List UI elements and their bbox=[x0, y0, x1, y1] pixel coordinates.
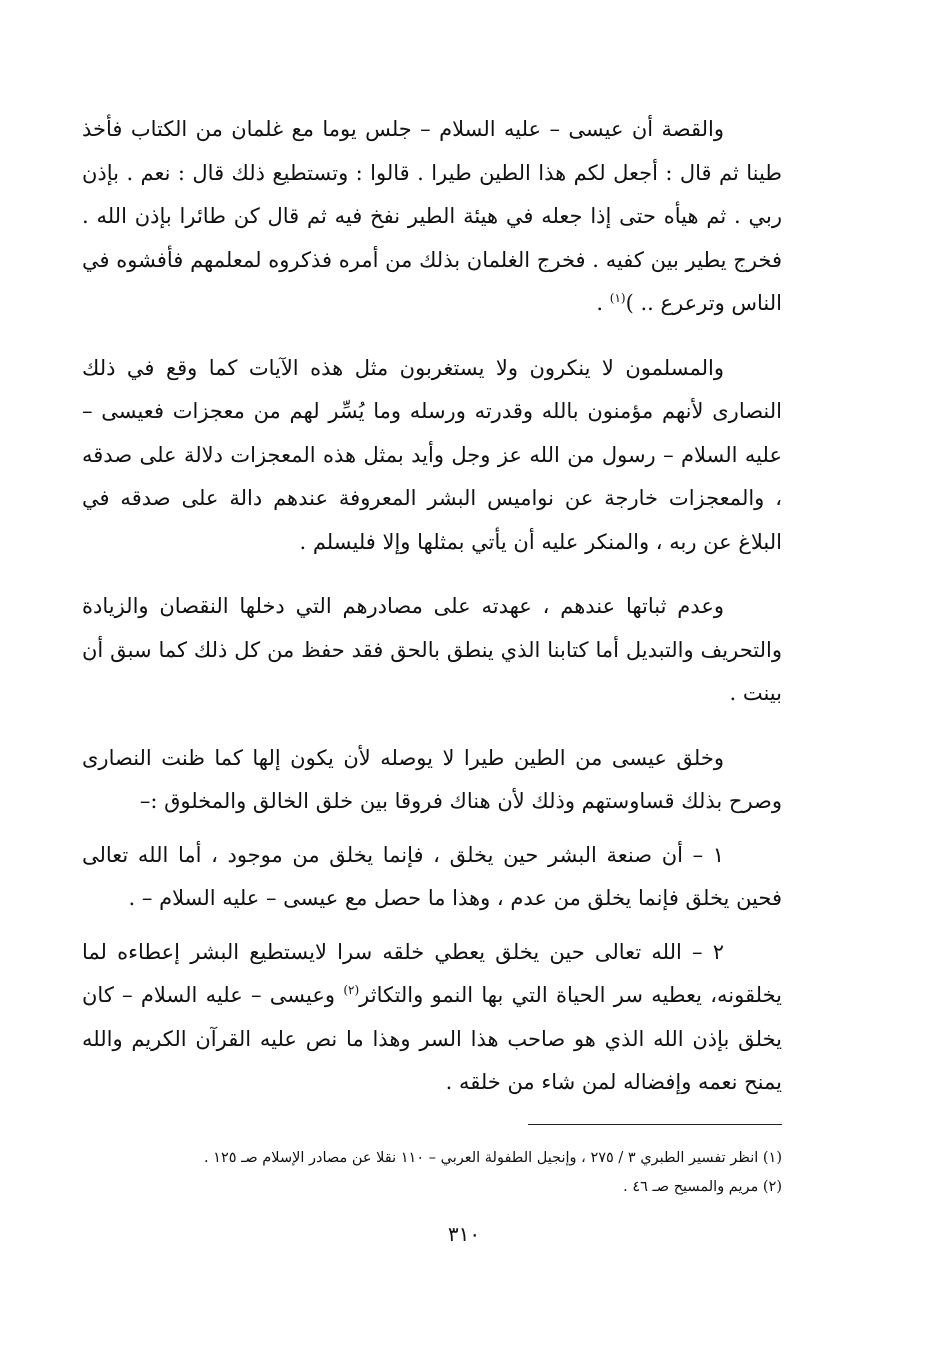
page-number: ٣١٠ bbox=[447, 1222, 481, 1246]
footnote-1: (١) انظر تفسير الطبري ٣ / ٢٧٥ ، وإنجيل الطفولة العربي – ١١٠ نقلا عن مصادر الإسلام صـ ١٢٥ . bbox=[203, 1150, 782, 1166]
paragraph-3: وعدم ثباتها عندهم ، عهدته على مصادرهم التي دخلها النقصان والزيادة والتحريف والتبديل أما كتابنا الذي ينطق بالحق فقد حفظ من كل ذلك كما سبق أن بينت . bbox=[82, 594, 782, 705]
footnote-ref-2: (٢) bbox=[343, 983, 360, 997]
page-body bbox=[82, 108, 782, 1105]
paragraph-1: والقصة أن عيسى – عليه السلام – جلس يوما مع غلمان من الكتاب فأخذ طينا ثم قال : أجعل لكم هذا الطين طيرا . قالوا : وتستطيع ذلك قال : نعم . بإذن ربي . ثم هيأه حتى إذا جعله في هيئة الطير نفخ فيه ثم قال كن طائرا بإذن الله . فخرج يطير بين كفيه . فخرج الغلمان بذلك من أمره فذكروه لمعلمهم فأفشوه في الناس وترعرع .. )$^{(١)}$ . bbox=[82, 117, 782, 315]
footnotes bbox=[82, 1144, 782, 1202]
point-1: ١ – أن صنعة البشر حين يخلق ، فإنما يخلق من موجود ، أما الله تعالى فحين يخلق فإنما يخلق من عدم ، وهذا ما حصل مع عيسى – عليه السلام – . bbox=[82, 842, 782, 910]
point-2: ٢ – الله تعالى حين يخلق يعطي خلقه سرا لايستطيع البشر إعطاءه لما يخلقونه، يعطيه سر الحياة التي بها النمو والتكاثر$^{(٢)}$ وعيسى – عليه السلام – كان يخلق بإذن الله الذي هو صاحب هذا السر وهذا ما نص عليه القرآن الكريم والله يمنح نعمه وإفضاله لمن شاء من خلقه . bbox=[82, 939, 782, 1094]
footnote-2: (٢) مريم والمسيح صـ ٤٦ . bbox=[623, 1179, 782, 1195]
paragraph-2: والمسلمون لا ينكرون ولا يستغربون مثل هذه الآيات كما وقع في ذلك النصارى لأنهم مؤمنون بالله وقدرته ورسله وما يُسِّر لهم من معجزات فعيسى – عليه السلام – رسول من الله عز وجل وأيد بمثل هذه المعجزات دلالة على صدقه ، والمعجزات خارجة عن نواميس البشر المعروفة عندهم دالة على صدقه في البلاغ عن ربه ، والمنكر عليه أن يأتي بمثلها وإلا فليسلم . bbox=[82, 355, 782, 554]
footnote-ref-1: (١) bbox=[609, 291, 626, 305]
paragraph-4: وخلق عيسى من الطين طيرا لا يوصله لأن يكون إلها كما ظنت النصارى وصرح بذلك قساوستهم وذلك لأن هناك فروقا بين خلق الخالق والمخلوق :– bbox=[82, 745, 782, 813]
footnote-divider bbox=[528, 1124, 782, 1125]
